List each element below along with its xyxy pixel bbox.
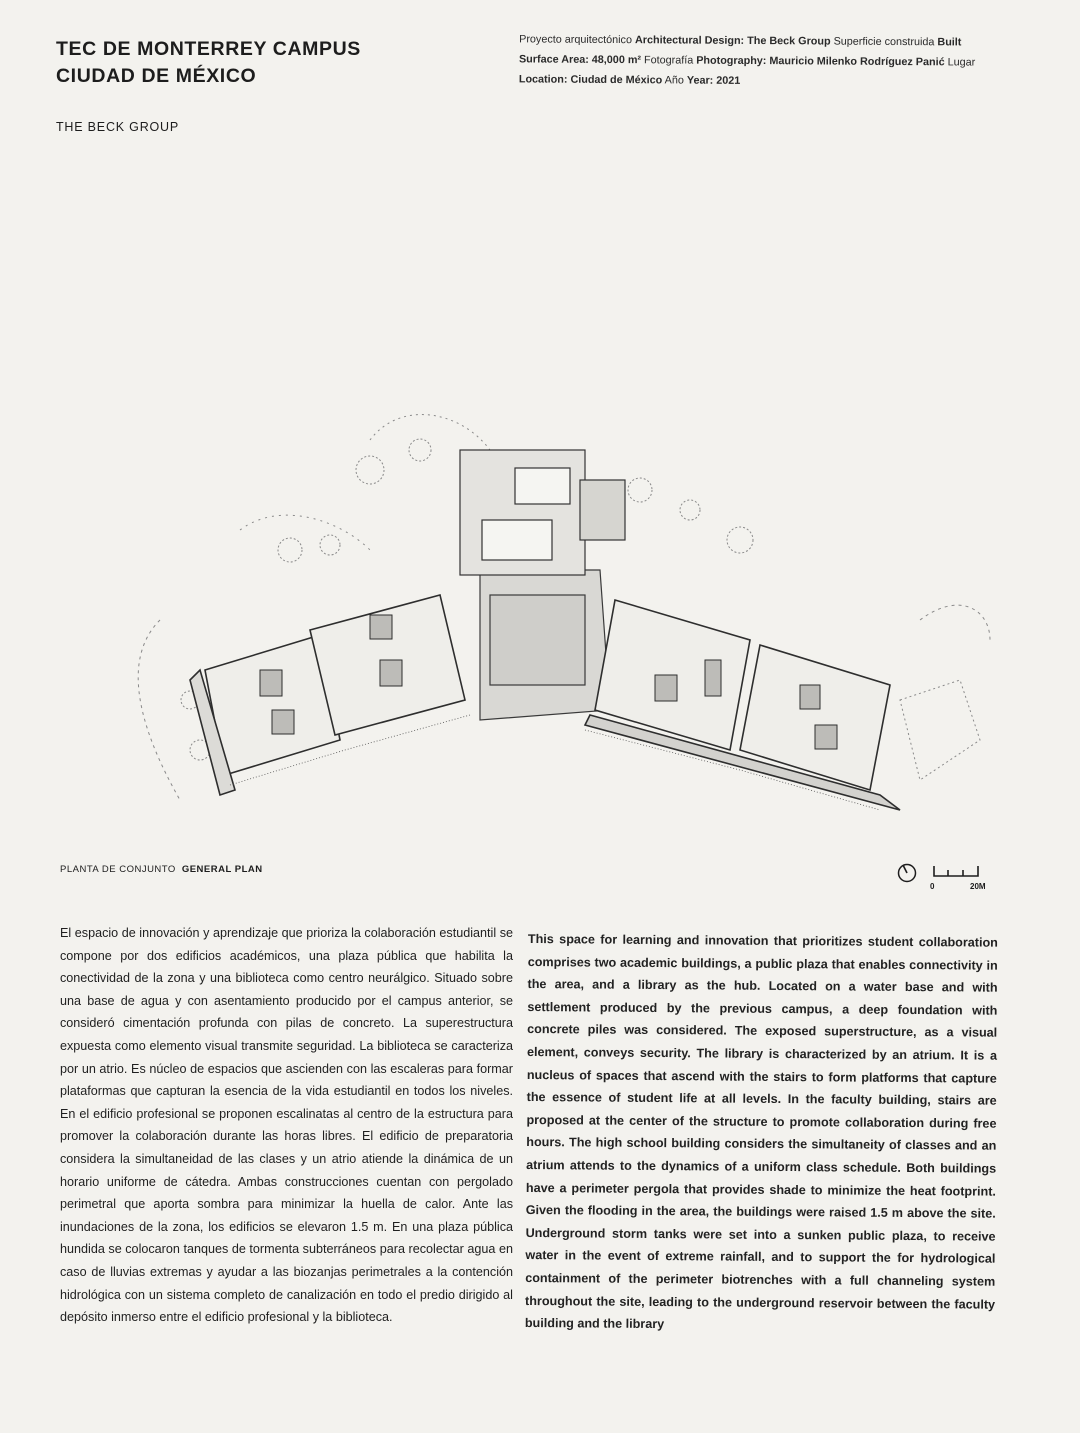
body-text-spanish: El espacio de innovación y aprendizaje que prioriza la colaboración estudiantil se compone por dos edificios académicos, una plaza pública que habilita la conectividad de la zona y una biblioteca como centro neurálgico. Situado sobre una base de agua y con asentamiento producido por el campus anterior, se consideró cimentación profunda con pilas de concreto. La superestructura expuesta como elemento visual transmite seguridad. La biblioteca se caracteriza por un atrio. Es núcleo de espacios que ascienden con las escaleras para formar plataformas que capturan la esencia de la vida estudiantil en todos los niveles. En el edificio profesional se proponen escalinatas al centro de la estructura para promover la colaboración durante las horas libres. El edificio de preparatoria considera la simultaneidad de las clases y un atrio atiende la dinámica de un horario uniforme de cátedra. Ambas construcciones cuentan con pergolado perimetral que aporta sombra para minimizar la huella de calor. Ante las inundaciones de la zona, los edificios se elevaron 1.5 m. En una plaza pública hundida se colocaron tanques de tormenta subterráneos para recolectar agua en caso de lluvias extremas y ayudar a las biozanjas perimetrales a la contención hidrológica con un sistema completo de canalización en todo el predio dirigido al depósito inmerso entre el edificio profesional y la biblioteca. [60, 926, 513, 1325]
credit-area-en: Built Surface Area: [518, 36, 962, 66]
scale-start-label: 0 [930, 882, 935, 891]
credit-location-es: Lugar [947, 56, 976, 69]
credit-photo-value: Mauricio Milenko Rodríguez Panić [769, 55, 945, 69]
credit-design-en: Architectural Design: [634, 34, 745, 47]
author-name: THE BECK GROUP [56, 120, 180, 134]
title-line-2: CIUDAD DE MÉXICO [56, 65, 257, 87]
north-arrow-icon [896, 862, 918, 884]
credit-year-value: 2021 [716, 74, 741, 87]
scale-bar-icon [928, 860, 998, 880]
caption-spanish: PLANTA DE CONJUNTO [60, 864, 176, 875]
credit-location-value: Ciudad de México [570, 73, 663, 87]
project-credits [519, 29, 989, 92]
caption-english: GENERAL PLAN [181, 864, 263, 875]
credit-photo-es: Fotografía [643, 54, 694, 67]
credit-photo-en: Photography: [696, 54, 767, 68]
site-plan-drawing [40, 380, 1040, 830]
credit-location-en: Location: [518, 73, 568, 86]
figure-caption [60, 864, 263, 875]
credit-design-value: The Beck Group [747, 34, 831, 48]
page-title [56, 36, 476, 90]
credit-area-es: Superficie construida [833, 35, 935, 49]
title-line-1: TEC DE MONTERREY CAMPUS [56, 38, 361, 60]
scale-bar [928, 860, 998, 894]
credit-year-en: Year: [686, 74, 714, 87]
scale-end-label: 20M [970, 882, 986, 891]
body-text-english: This space for learning and innovation that prioritizes student collaboration comprises two academic buildings, a public plaza that enables connectivity in the area, and a library as the hub. Located on a water base and with settlement produced by the previous campus, a deep foundation with concrete piles was considered. The exposed superstructure, as a visual element, conveys security. The library is characterized by an atrium. It is a nucleus of spaces that ascend with the stairs to form platforms that capture the essence of student life at all levels. In the faculty building, stairs are proposed at the center of the structure to promote collaboration during free hours. The high school building considers the simultaneity of classes and an atrium attends to the dynamics of a uniform class schedule. Both buildings have a perimeter pergola that provides shade to minimize the heat footprint. Given the flooding in the area, the buildings were raised 1.5 m above the site. Underground storm tanks were set into a sunken public plaza, to receive water in the event of extreme rainfall, and to support the for hydrological containment of the perimeter biotrenches with a full channeling system throughout the site, leading to the underground reservoir between the faculty building and the library [524, 931, 998, 1332]
credit-area-value: 48,000 m² [591, 53, 642, 67]
credit-year-es: Año [664, 74, 684, 87]
credit-design-es: Proyecto arquitectónico [519, 33, 633, 47]
